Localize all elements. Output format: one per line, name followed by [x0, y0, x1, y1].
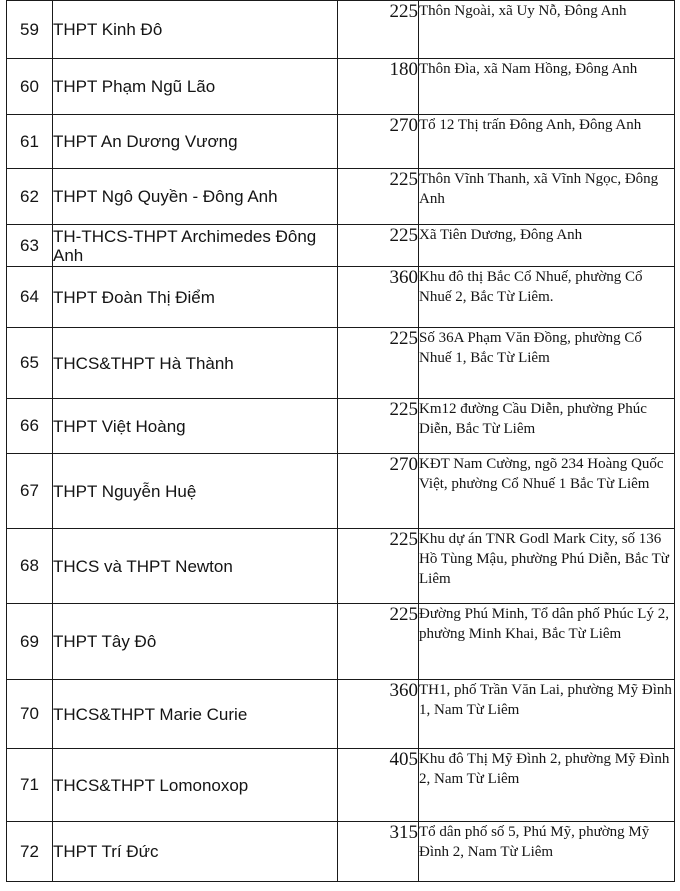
schools-table-body — [7, 1, 675, 882]
school-name: THPT Việt Hoàng — [53, 399, 338, 454]
school-address: Số 36A Phạm Văn Đồng, phường Cổ Nhuế 1, Bắc Từ Liêm — [419, 328, 675, 399]
school-name: THCS&THPT Marie Curie — [53, 680, 338, 749]
school-name: THPT Nguyễn Huệ — [53, 454, 338, 529]
school-address: Khu đô Thị Mỹ Đình 2, phường Mỹ Đình 2, Nam Từ Liêm — [419, 749, 675, 822]
school-name: TH-THCS-THPT Archimedes Đông Anh — [53, 225, 338, 267]
school-address: Tổ 12 Thị trấn Đông Anh, Đông Anh — [419, 115, 675, 169]
enrollment-quota: 315 — [338, 822, 419, 882]
row-number: 66 — [7, 399, 53, 454]
school-address: Khu dự án TNR Godl Mark City, số 136 Hồ Tùng Mậu, phường Phú Diễn, Bắc Từ Liêm — [419, 529, 675, 604]
enrollment-quota: 225 — [338, 604, 419, 680]
school-address: Km12 đường Cầu Diễn, phường Phúc Diễn, Bắc Từ Liêm — [419, 399, 675, 454]
enrollment-quota: 225 — [338, 225, 419, 267]
school-address: KĐT Nam Cường, ngõ 234 Hoàng Quốc Việt, phường Cổ Nhuế 1 Bắc Từ Liêm — [419, 454, 675, 529]
row-number: 60 — [7, 59, 53, 115]
table-row — [7, 749, 675, 822]
school-name: THCS&THPT Hà Thành — [53, 328, 338, 399]
school-name: THCS&THPT Lomonoxop — [53, 749, 338, 822]
enrollment-quota: 225 — [338, 1, 419, 59]
school-name: THPT Ngô Quyền - Đông Anh — [53, 169, 338, 225]
row-number: 61 — [7, 115, 53, 169]
school-address: Xã Tiên Dương, Đông Anh — [419, 225, 675, 267]
enrollment-quota: 225 — [338, 529, 419, 604]
row-number: 62 — [7, 169, 53, 225]
table-row — [7, 169, 675, 225]
school-address: Tổ dân phố số 5, Phú Mỹ, phường Mỹ Đình 2, Nam Từ Liêm — [419, 822, 675, 882]
school-name: THPT An Dương Vương — [53, 115, 338, 169]
row-number: 70 — [7, 680, 53, 749]
school-address: Thôn Đìa, xã Nam Hồng, Đông Anh — [419, 59, 675, 115]
school-address: Thôn Vĩnh Thanh, xã Vĩnh Ngọc, Đông Anh — [419, 169, 675, 225]
table-row — [7, 454, 675, 529]
table-row — [7, 529, 675, 604]
enrollment-quota: 225 — [338, 169, 419, 225]
school-name: THPT Phạm Ngũ Lão — [53, 59, 338, 115]
enrollment-quota: 270 — [338, 115, 419, 169]
row-number: 71 — [7, 749, 53, 822]
table-row — [7, 604, 675, 680]
school-name: THPT Tây Đô — [53, 604, 338, 680]
table-row — [7, 680, 675, 749]
table-row — [7, 399, 675, 454]
table-row — [7, 115, 675, 169]
row-number: 69 — [7, 604, 53, 680]
row-number: 67 — [7, 454, 53, 529]
school-name: THPT Kinh Đô — [53, 1, 338, 59]
school-name: THCS và THPT Newton — [53, 529, 338, 604]
enrollment-quota: 225 — [338, 328, 419, 399]
schools-table — [6, 0, 675, 882]
table-row — [7, 267, 675, 328]
enrollment-quota: 405 — [338, 749, 419, 822]
school-address: Khu đô thị Bắc Cổ Nhuế, phường Cổ Nhuế 2, Bắc Từ Liêm. — [419, 267, 675, 328]
table-row — [7, 225, 675, 267]
enrollment-quota: 270 — [338, 454, 419, 529]
table-row — [7, 822, 675, 882]
table-row — [7, 59, 675, 115]
row-number: 59 — [7, 1, 53, 59]
table-row — [7, 328, 675, 399]
school-address: TH1, phố Trần Văn Lai, phường Mỹ Đình 1, Nam Từ Liêm — [419, 680, 675, 749]
enrollment-quota: 360 — [338, 267, 419, 328]
row-number: 68 — [7, 529, 53, 604]
row-number: 64 — [7, 267, 53, 328]
school-name: THPT Trí Đức — [53, 822, 338, 882]
row-number: 72 — [7, 822, 53, 882]
school-name: THPT Đoàn Thị Điểm — [53, 267, 338, 328]
row-number: 65 — [7, 328, 53, 399]
enrollment-quota: 360 — [338, 680, 419, 749]
row-number: 63 — [7, 225, 53, 267]
enrollment-quota: 225 — [338, 399, 419, 454]
enrollment-quota: 180 — [338, 59, 419, 115]
school-address: Đường Phú Minh, Tổ dân phố Phúc Lý 2, phường Minh Khai, Bắc Từ Liêm — [419, 604, 675, 680]
school-address: Thôn Ngoài, xã Uy Nỗ, Đông Anh — [419, 1, 675, 59]
table-row — [7, 1, 675, 59]
